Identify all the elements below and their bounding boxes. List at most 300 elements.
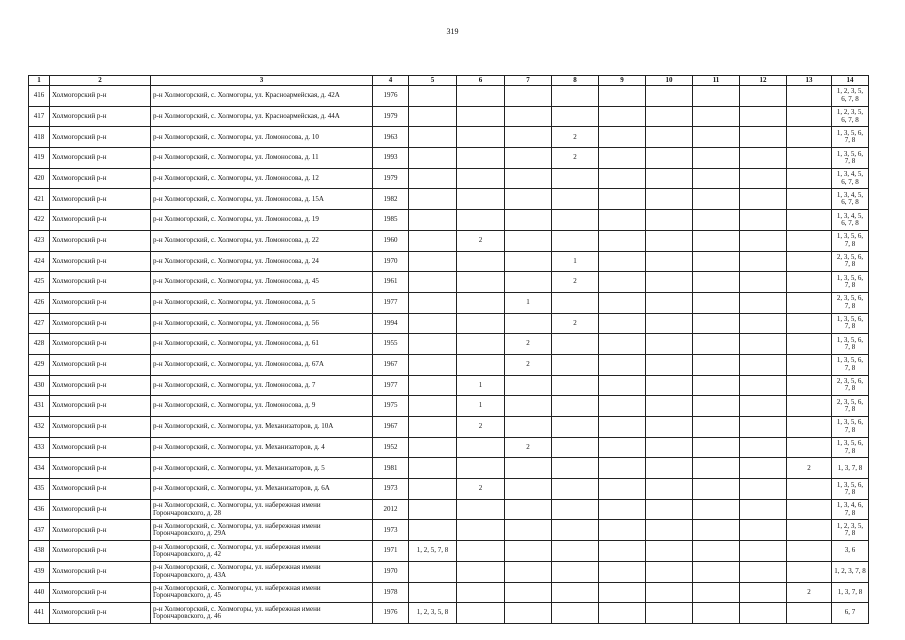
- cell-c8: [552, 210, 599, 231]
- cell-c9: [599, 458, 646, 479]
- cell-c7: [505, 499, 552, 520]
- cell-c9: [599, 251, 646, 272]
- cell-c14: 1, 3, 5, 6, 7, 8: [832, 437, 869, 458]
- cell-c10: [646, 210, 693, 231]
- cell-c12: [740, 375, 787, 396]
- cell-c9: [599, 437, 646, 458]
- cell-c8: [552, 189, 599, 210]
- cell-address: р-н Холмогорский, с. Холмогоры, ул. Ломоносова, д. 7: [151, 375, 373, 396]
- cell-c9: [599, 396, 646, 417]
- cell-c11: [693, 437, 740, 458]
- cell-year: 1993: [373, 148, 409, 169]
- cell-c5: [409, 168, 457, 189]
- table-row: [29, 396, 869, 417]
- cell-c12: [740, 230, 787, 251]
- cell-c8: [552, 86, 599, 107]
- cell-c8: 2: [552, 272, 599, 293]
- cell-district: Холмогорский р-н: [50, 334, 151, 355]
- cell-c11: [693, 210, 740, 231]
- cell-n: 436: [29, 499, 50, 520]
- cell-c9: [599, 148, 646, 169]
- table-row: [29, 86, 869, 107]
- cell-c11: [693, 520, 740, 541]
- cell-c10: [646, 86, 693, 107]
- cell-c13: [787, 520, 832, 541]
- cell-c12: [740, 168, 787, 189]
- cell-n: 440: [29, 582, 50, 603]
- cell-district: Холмогорский р-н: [50, 272, 151, 293]
- cell-c10: [646, 520, 693, 541]
- cell-c10: [646, 106, 693, 127]
- cell-c11: [693, 127, 740, 148]
- cell-c9: [599, 582, 646, 603]
- cell-c8: [552, 499, 599, 520]
- page-number: 319: [446, 27, 459, 36]
- cell-c7: [505, 603, 552, 624]
- cell-c11: [693, 334, 740, 355]
- cell-c11: [693, 168, 740, 189]
- cell-c7: [505, 148, 552, 169]
- cell-c11: [693, 582, 740, 603]
- cell-c8: [552, 541, 599, 562]
- cell-c12: [740, 417, 787, 438]
- cell-c10: [646, 417, 693, 438]
- cell-year: 1960: [373, 230, 409, 251]
- cell-c5: [409, 272, 457, 293]
- cell-address: р-н Холмогорский, с. Холмогоры, ул. Ломоносова, д. 67А: [151, 354, 373, 375]
- cell-district: Холмогорский р-н: [50, 437, 151, 458]
- cell-district: Холмогорский р-н: [50, 541, 151, 562]
- cell-c10: [646, 127, 693, 148]
- cell-year: 1963: [373, 127, 409, 148]
- cell-c11: [693, 417, 740, 438]
- cell-c12: [740, 292, 787, 313]
- cell-year: 1970: [373, 561, 409, 582]
- cell-c12: [740, 354, 787, 375]
- cell-district: Холмогорский р-н: [50, 582, 151, 603]
- cell-c8: [552, 561, 599, 582]
- cell-n: 428: [29, 334, 50, 355]
- cell-c8: 1: [552, 251, 599, 272]
- cell-c7: [505, 313, 552, 334]
- cell-c11: [693, 230, 740, 251]
- cell-c13: [787, 603, 832, 624]
- cell-c6: [457, 313, 505, 334]
- cell-c9: [599, 334, 646, 355]
- cell-year: 1973: [373, 479, 409, 500]
- cell-c14: 1, 2, 3, 5, 6, 7, 8: [832, 106, 869, 127]
- cell-c5: 1, 2, 3, 5, 8: [409, 603, 457, 624]
- cell-c6: [457, 292, 505, 313]
- cell-c11: [693, 313, 740, 334]
- cell-c10: [646, 313, 693, 334]
- cell-district: Холмогорский р-н: [50, 251, 151, 272]
- cell-c12: [740, 499, 787, 520]
- cell-n: 441: [29, 603, 50, 624]
- table-row: [29, 272, 869, 293]
- cell-address: р-н Холмогорский, с. Холмогоры, ул. Ломоносова, д. 12: [151, 168, 373, 189]
- cell-address: р-н Холмогорский, с. Холмогоры, ул. набережная имени Горончаровского, д. 28: [151, 499, 373, 520]
- table-row: [29, 148, 869, 169]
- cell-c7: [505, 251, 552, 272]
- cell-n: 430: [29, 375, 50, 396]
- cell-c12: [740, 106, 787, 127]
- cell-c6: [457, 168, 505, 189]
- cell-c14: 1, 3, 5, 6, 7, 8: [832, 127, 869, 148]
- column-header: 13: [787, 76, 832, 86]
- cell-c6: [457, 127, 505, 148]
- cell-c7: [505, 561, 552, 582]
- cell-c10: [646, 334, 693, 355]
- cell-c10: [646, 479, 693, 500]
- column-header: 7: [505, 76, 552, 86]
- cell-district: Холмогорский р-н: [50, 168, 151, 189]
- table-row: [29, 334, 869, 355]
- cell-address: р-н Холмогорский, с. Холмогоры, ул. набережная имени Горончаровского, д. 42: [151, 541, 373, 562]
- cell-c7: 1: [505, 292, 552, 313]
- cell-district: Холмогорский р-н: [50, 86, 151, 107]
- cell-address: р-н Холмогорский, с. Холмогоры, ул. Механизаторов, д. 5: [151, 458, 373, 479]
- cell-address: р-н Холмогорский, с. Холмогоры, ул. Ломоносова, д. 10: [151, 127, 373, 148]
- cell-c10: [646, 189, 693, 210]
- cell-c13: [787, 292, 832, 313]
- cell-c7: [505, 541, 552, 562]
- cell-c13: [787, 127, 832, 148]
- column-header: 2: [50, 76, 151, 86]
- cell-c9: [599, 210, 646, 231]
- cell-c5: [409, 334, 457, 355]
- cell-c6: [457, 148, 505, 169]
- cell-c9: [599, 499, 646, 520]
- cell-year: 1994: [373, 313, 409, 334]
- cell-c12: [740, 437, 787, 458]
- column-header: 12: [740, 76, 787, 86]
- cell-c14: 1, 2, 3, 5, 6, 7, 8: [832, 86, 869, 107]
- table-row: [29, 603, 869, 624]
- cell-c5: [409, 396, 457, 417]
- cell-c5: [409, 479, 457, 500]
- table-row: [29, 541, 869, 562]
- cell-district: Холмогорский р-н: [50, 458, 151, 479]
- column-header: 6: [457, 76, 505, 86]
- cell-c12: [740, 603, 787, 624]
- cell-year: 1977: [373, 292, 409, 313]
- cell-c12: [740, 561, 787, 582]
- cell-c14: 1, 3, 5, 6, 7, 8: [832, 230, 869, 251]
- cell-address: р-н Холмогорский, с. Холмогоры, ул. Механизаторов, д. 6А: [151, 479, 373, 500]
- cell-n: 423: [29, 230, 50, 251]
- cell-n: 427: [29, 313, 50, 334]
- column-header: 10: [646, 76, 693, 86]
- cell-c11: [693, 251, 740, 272]
- cell-c5: [409, 86, 457, 107]
- cell-c5: [409, 520, 457, 541]
- cell-n: 439: [29, 561, 50, 582]
- cell-c14: 1, 3, 5, 6, 7, 8: [832, 313, 869, 334]
- cell-c11: [693, 189, 740, 210]
- table-row: [29, 251, 869, 272]
- cell-c9: [599, 417, 646, 438]
- cell-district: Холмогорский р-н: [50, 230, 151, 251]
- table-body: [29, 86, 869, 624]
- cell-district: Холмогорский р-н: [50, 313, 151, 334]
- cell-c13: 2: [787, 582, 832, 603]
- cell-c8: [552, 396, 599, 417]
- cell-c10: [646, 561, 693, 582]
- table-row: [29, 210, 869, 231]
- cell-c7: 2: [505, 437, 552, 458]
- header-row: [29, 76, 869, 86]
- cell-n: 429: [29, 354, 50, 375]
- cell-year: 1967: [373, 417, 409, 438]
- cell-c13: [787, 86, 832, 107]
- cell-c5: [409, 582, 457, 603]
- cell-c13: [787, 334, 832, 355]
- cell-c8: [552, 520, 599, 541]
- cell-c5: [409, 230, 457, 251]
- cell-n: 417: [29, 106, 50, 127]
- cell-c6: 1: [457, 375, 505, 396]
- cell-district: Холмогорский р-н: [50, 499, 151, 520]
- cell-address: р-н Холмогорский, с. Холмогоры, ул. Ломоносова, д. 24: [151, 251, 373, 272]
- cell-district: Холмогорский р-н: [50, 561, 151, 582]
- cell-c11: [693, 396, 740, 417]
- table-row: [29, 189, 869, 210]
- cell-c11: [693, 86, 740, 107]
- cell-c13: [787, 189, 832, 210]
- cell-address: р-н Холмогорский, с. Холмогоры, ул. Ломоносова, д. 15А: [151, 189, 373, 210]
- cell-c11: [693, 458, 740, 479]
- cell-c10: [646, 148, 693, 169]
- table-row: [29, 479, 869, 500]
- cell-c6: [457, 354, 505, 375]
- cell-c13: [787, 230, 832, 251]
- cell-c12: [740, 148, 787, 169]
- table-row: [29, 458, 869, 479]
- cell-c7: 2: [505, 334, 552, 355]
- cell-n: 438: [29, 541, 50, 562]
- cell-district: Холмогорский р-н: [50, 210, 151, 231]
- cell-c14: 1, 3, 5, 6, 7, 8: [832, 479, 869, 500]
- cell-c6: 2: [457, 417, 505, 438]
- cell-c14: 1, 3, 5, 6, 7, 8: [832, 334, 869, 355]
- cell-c12: [740, 582, 787, 603]
- cell-c13: 2: [787, 458, 832, 479]
- cell-c13: [787, 272, 832, 293]
- cell-c7: [505, 479, 552, 500]
- cell-c14: 1, 3, 5, 6, 7, 8: [832, 354, 869, 375]
- cell-c13: [787, 437, 832, 458]
- cell-district: Холмогорский р-н: [50, 396, 151, 417]
- cell-district: Холмогорский р-н: [50, 189, 151, 210]
- cell-c6: [457, 189, 505, 210]
- cell-c14: 2, 3, 5, 6, 7, 8: [832, 396, 869, 417]
- cell-c10: [646, 582, 693, 603]
- cell-c5: [409, 458, 457, 479]
- cell-c6: [457, 272, 505, 293]
- cell-year: 1985: [373, 210, 409, 231]
- cell-c10: [646, 375, 693, 396]
- cell-c8: [552, 458, 599, 479]
- cell-c7: [505, 417, 552, 438]
- cell-c13: [787, 375, 832, 396]
- cell-c7: [505, 458, 552, 479]
- cell-c13: [787, 313, 832, 334]
- cell-n: 416: [29, 86, 50, 107]
- cell-c5: [409, 106, 457, 127]
- cell-c8: [552, 106, 599, 127]
- cell-c6: [457, 106, 505, 127]
- cell-c5: 1, 2, 5, 7, 8: [409, 541, 457, 562]
- cell-year: 1976: [373, 603, 409, 624]
- cell-n: 431: [29, 396, 50, 417]
- cell-c6: [457, 86, 505, 107]
- cell-c8: [552, 437, 599, 458]
- cell-c14: 3, 6: [832, 541, 869, 562]
- cell-c11: [693, 354, 740, 375]
- cell-c10: [646, 603, 693, 624]
- cell-c13: [787, 354, 832, 375]
- cell-c7: [505, 396, 552, 417]
- cell-c9: [599, 603, 646, 624]
- cell-c10: [646, 354, 693, 375]
- cell-n: 432: [29, 417, 50, 438]
- cell-c6: [457, 251, 505, 272]
- table-row: [29, 582, 869, 603]
- column-header: 8: [552, 76, 599, 86]
- cell-c13: [787, 561, 832, 582]
- column-header: 1: [29, 76, 50, 86]
- cell-c13: [787, 396, 832, 417]
- cell-c8: 2: [552, 313, 599, 334]
- cell-c14: 6, 7: [832, 603, 869, 624]
- cell-n: 433: [29, 437, 50, 458]
- cell-c12: [740, 313, 787, 334]
- cell-c11: [693, 541, 740, 562]
- cell-c14: 2, 3, 5, 6, 7, 8: [832, 251, 869, 272]
- cell-address: р-н Холмогорский, с. Холмогоры, ул. Ломоносова, д. 61: [151, 334, 373, 355]
- cell-c9: [599, 272, 646, 293]
- cell-district: Холмогорский р-н: [50, 148, 151, 169]
- cell-c13: [787, 251, 832, 272]
- cell-n: 418: [29, 127, 50, 148]
- cell-c11: [693, 272, 740, 293]
- cell-c5: [409, 437, 457, 458]
- cell-c6: [457, 458, 505, 479]
- cell-n: 419: [29, 148, 50, 169]
- cell-address: р-н Холмогорский, с. Холмогоры, ул. Ломоносова, д. 5: [151, 292, 373, 313]
- cell-c6: 1: [457, 396, 505, 417]
- cell-c12: [740, 189, 787, 210]
- cell-c5: [409, 499, 457, 520]
- cell-year: 1981: [373, 458, 409, 479]
- cell-c7: [505, 520, 552, 541]
- cell-year: 1961: [373, 272, 409, 293]
- cell-c8: [552, 334, 599, 355]
- column-header: 3: [151, 76, 373, 86]
- cell-c10: [646, 251, 693, 272]
- cell-n: 421: [29, 189, 50, 210]
- cell-c9: [599, 479, 646, 500]
- cell-c14: 1, 3, 5, 6, 7, 8: [832, 272, 869, 293]
- cell-c10: [646, 168, 693, 189]
- cell-c12: [740, 520, 787, 541]
- cell-c14: 1, 2, 3, 7, 8: [832, 561, 869, 582]
- table-row: [29, 520, 869, 541]
- cell-year: 1973: [373, 520, 409, 541]
- cell-district: Холмогорский р-н: [50, 106, 151, 127]
- cell-n: 435: [29, 479, 50, 500]
- cell-c10: [646, 396, 693, 417]
- cell-c9: [599, 541, 646, 562]
- column-header: 11: [693, 76, 740, 86]
- cell-c13: [787, 168, 832, 189]
- table-row: [29, 168, 869, 189]
- cell-n: 420: [29, 168, 50, 189]
- cell-c13: [787, 210, 832, 231]
- cell-address: р-н Холмогорский, с. Холмогоры, ул. Ломоносова, д. 56: [151, 313, 373, 334]
- cell-c10: [646, 437, 693, 458]
- cell-c11: [693, 375, 740, 396]
- cell-c8: [552, 417, 599, 438]
- table-row: [29, 437, 869, 458]
- cell-c11: [693, 106, 740, 127]
- cell-c9: [599, 168, 646, 189]
- cell-c5: [409, 417, 457, 438]
- cell-c7: [505, 210, 552, 231]
- table-row: [29, 230, 869, 251]
- cell-c7: [505, 86, 552, 107]
- cell-c14: 1, 2, 3, 5, 7, 8: [832, 520, 869, 541]
- cell-c14: 1, 3, 4, 6, 7, 8: [832, 499, 869, 520]
- cell-c13: [787, 499, 832, 520]
- cell-c7: [505, 230, 552, 251]
- cell-district: Холмогорский р-н: [50, 354, 151, 375]
- cell-year: 1975: [373, 396, 409, 417]
- cell-c8: [552, 603, 599, 624]
- cell-year: 1952: [373, 437, 409, 458]
- cell-c14: 1, 3, 7, 8: [832, 582, 869, 603]
- table-row: [29, 499, 869, 520]
- cell-c10: [646, 272, 693, 293]
- cell-c6: [457, 541, 505, 562]
- cell-n: 424: [29, 251, 50, 272]
- cell-address: р-н Холмогорский, с. Холмогоры, ул. набережная имени Горончаровского, д. 29А: [151, 520, 373, 541]
- cell-c11: [693, 561, 740, 582]
- cell-c13: [787, 479, 832, 500]
- cell-c7: [505, 582, 552, 603]
- cell-c13: [787, 417, 832, 438]
- cell-address: р-н Холмогорский, с. Холмогоры, ул. Красноармейская, д. 42А: [151, 86, 373, 107]
- cell-c9: [599, 106, 646, 127]
- cell-c13: [787, 541, 832, 562]
- cell-c13: [787, 106, 832, 127]
- cell-c12: [740, 86, 787, 107]
- cell-c10: [646, 458, 693, 479]
- cell-c9: [599, 230, 646, 251]
- cell-c5: [409, 375, 457, 396]
- cell-district: Холмогорский р-н: [50, 292, 151, 313]
- cell-c11: [693, 603, 740, 624]
- cell-c9: [599, 375, 646, 396]
- cell-c14: 2, 3, 5, 6, 7, 8: [832, 292, 869, 313]
- cell-c5: [409, 251, 457, 272]
- cell-c6: [457, 603, 505, 624]
- column-header: 4: [373, 76, 409, 86]
- cell-c5: [409, 148, 457, 169]
- cell-district: Холмогорский р-н: [50, 127, 151, 148]
- cell-c8: [552, 582, 599, 603]
